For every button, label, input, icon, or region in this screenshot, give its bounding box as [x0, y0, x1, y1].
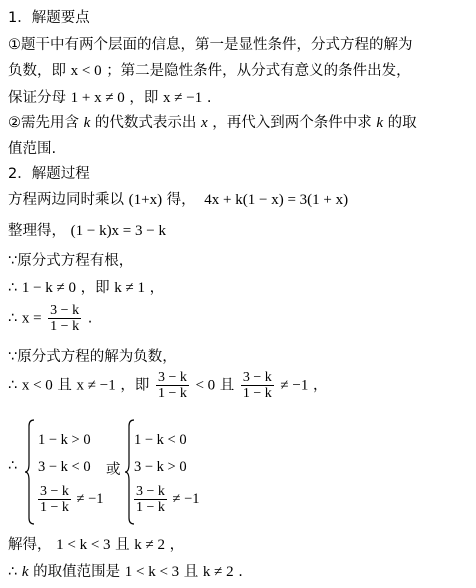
text: 且	[57, 377, 72, 394]
math-denominator-nonzero: 1 + x ≠ 0	[70, 90, 125, 106]
math-x: x	[201, 115, 208, 131]
text: .	[87, 310, 93, 327]
fraction-numerator: 3 − k	[157, 370, 187, 385]
fraction-numerator: 3 − k	[50, 303, 80, 318]
system-a-row-2: 3 − k < 0	[38, 459, 91, 475]
step-multiply	[8, 188, 348, 209]
math-multiplier: (1+x)	[128, 192, 163, 208]
math-x-eq: x =	[21, 310, 42, 327]
system-b	[124, 418, 224, 526]
system-b-row-3	[132, 484, 200, 515]
section-1-heading: 1．解题要点	[8, 10, 90, 26]
point-1-line-1: ①题干中有两个层面的信息，第一是显性条件，分式方程的解为	[8, 37, 413, 53]
therefore-symbol: ∴	[8, 564, 18, 580]
math-k: k	[376, 115, 384, 131]
math-ne-neg1: ≠ −1	[76, 490, 104, 507]
step-x-expression	[8, 303, 92, 334]
text: ，即	[129, 90, 159, 106]
text: ，	[149, 280, 165, 296]
math-k: k	[21, 564, 29, 580]
system-a-row-3	[36, 484, 104, 515]
fraction-denominator: 1 − k	[242, 386, 272, 401]
fraction-condition-1	[156, 370, 189, 401]
math-ne-neg1: ≠ −1	[280, 377, 309, 394]
fraction-x	[48, 303, 81, 334]
math-lt-0: < 0	[195, 377, 216, 394]
point-1-line-2	[8, 59, 411, 80]
math-k-ne-1: k ≠ 1	[114, 280, 145, 296]
system-b-row-2: 3 − k > 0	[134, 459, 187, 475]
math-1-minus-k-ne-0: 1 − k ≠ 0	[21, 280, 77, 296]
point-2-line-1	[8, 111, 417, 132]
fraction-denominator: 1 − k	[136, 500, 165, 515]
fraction-numerator: 3 − k	[242, 370, 272, 385]
text: 负数，即	[8, 63, 66, 79]
math-k-range: 1 < k < 3	[124, 564, 180, 580]
text: ，即	[120, 377, 150, 394]
text: 且	[219, 377, 235, 394]
text: 方程两边同时乘以	[8, 192, 124, 208]
therefore-symbol: ∴	[8, 310, 18, 327]
step-simplify	[8, 219, 166, 240]
left-brace-icon	[24, 418, 36, 526]
therefore-symbol: ∴	[8, 280, 18, 296]
fraction-denominator: 1 − k	[40, 500, 69, 515]
math-x-ne-neg1: x ≠ −1	[163, 90, 203, 106]
step-solution-negative: ∵原分式方程的解为负数，	[8, 349, 177, 365]
point-1-line-3	[8, 86, 211, 107]
fraction-condition-2	[241, 370, 274, 401]
text: 且	[115, 537, 130, 553]
or-word: 或	[106, 462, 121, 478]
text: ②需先用含	[8, 115, 79, 131]
step-conditions	[8, 370, 327, 401]
system-b-row-1: 1 − k < 0	[134, 432, 187, 448]
fraction-numerator: 3 − k	[136, 484, 165, 499]
therefore-symbol: ∴	[8, 458, 18, 474]
math-x-lt-0: x < 0	[70, 63, 102, 79]
text: ，	[169, 537, 185, 553]
fraction	[38, 484, 71, 515]
therefore-symbol: ∴	[8, 377, 18, 394]
point-2-line-2: 值范围.	[8, 141, 57, 157]
math-simplified: (1 − k)x = 3 − k	[70, 223, 166, 239]
math-x-ne-neg1: x ≠ −1	[76, 377, 116, 394]
step-has-root: ∵原分式方程有根，	[8, 253, 134, 269]
math-equation: 4x + k(1 − x) = 3(1 + x)	[204, 192, 349, 208]
fraction-numerator: 3 − k	[40, 484, 69, 499]
fraction-denominator: 1 − k	[157, 386, 187, 401]
math-k-range: 1 < k < 3	[56, 537, 111, 553]
math-k: k	[83, 115, 91, 131]
text: 的取	[387, 115, 417, 131]
text: 得，	[166, 192, 196, 208]
text: 的取值范围是	[33, 564, 121, 580]
system-a-row-1: 1 − k > 0	[38, 432, 91, 448]
math-k-ne-2: k ≠ 2	[202, 564, 234, 580]
text: 且	[183, 564, 199, 580]
section-2-heading: 2．解题过程	[8, 166, 90, 182]
step-k-ne-1	[8, 276, 164, 297]
text: 的代数式表示出	[94, 115, 197, 131]
text: 保证分母	[8, 90, 66, 106]
fraction-denominator: 1 − k	[50, 319, 80, 334]
math-k-ne-2: k ≠ 2	[134, 537, 165, 553]
text: .	[238, 564, 243, 580]
fraction	[134, 484, 167, 515]
step-conclusion	[8, 560, 243, 581]
text: ，再代入到两个条件中求	[212, 115, 372, 131]
step-solved	[8, 533, 184, 554]
math-x-lt-0: x < 0	[21, 377, 53, 394]
text: ；第二是隐性条件，从分式有意义的条件出发，	[106, 63, 411, 79]
text: 解得，	[8, 537, 52, 553]
text: ，	[312, 377, 328, 394]
text: .	[206, 90, 212, 106]
text: 整理得，	[8, 223, 66, 239]
math-ne-neg1: ≠ −1	[172, 490, 200, 507]
text: ，即	[80, 280, 110, 296]
